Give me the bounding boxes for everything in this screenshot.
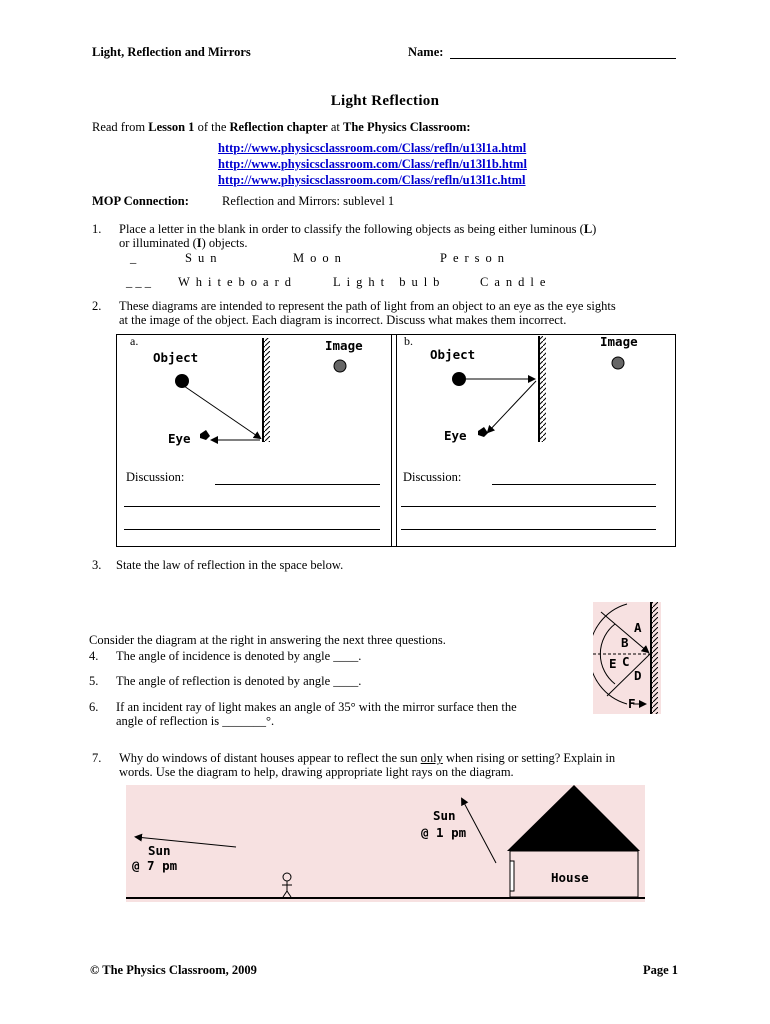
diagram-a-line-1[interactable] bbox=[215, 484, 380, 485]
diagram-b-eye-label: Eye bbox=[444, 428, 467, 443]
angle-label-b: B bbox=[621, 635, 629, 650]
q7-text-line1: Why do windows of distant houses appear to reflect the sun only when rising or setting? Explain in bbox=[119, 751, 616, 765]
mirror-a bbox=[262, 338, 264, 442]
q6-text-line1: If an incident ray of light makes an angle of 35° with the mirror surface then the bbox=[116, 700, 517, 714]
q2-text-line1: These diagrams are intended to represent the path of light from an object to an eye as the eye sights bbox=[119, 299, 616, 313]
q1-item-person: Person bbox=[440, 251, 511, 265]
header-title: Light, Reflection and Mirrors bbox=[92, 45, 251, 59]
q1-blank-1[interactable]: _ bbox=[130, 251, 137, 265]
q1-item-light-bulb: Light bulb bbox=[333, 275, 446, 289]
diagram-b-image-label: Image bbox=[600, 334, 638, 349]
q4-number: 4. bbox=[89, 649, 99, 663]
q1-number: 1. bbox=[92, 222, 102, 236]
diagram-a bbox=[120, 336, 390, 446]
sun-1pm-time: @ 1 pm bbox=[421, 825, 467, 840]
q1-text-line1: Place a letter in the blank in order to classify the following objects as being either luminous (L) bbox=[119, 222, 597, 236]
footer-page-number: Page 1 bbox=[643, 963, 679, 977]
angle-label-e: E bbox=[609, 656, 617, 671]
name-label: Name: bbox=[408, 45, 444, 59]
q4-text: The angle of incidence is denoted by angle ____. bbox=[116, 649, 362, 663]
q3-number: 3. bbox=[92, 558, 102, 572]
q1-blank-2[interactable]: _ _ _ bbox=[126, 275, 151, 289]
mop-label: MOP Connection: bbox=[92, 194, 189, 208]
link-list bbox=[218, 140, 527, 188]
diagram-b-discussion-label: Discussion: bbox=[403, 470, 462, 484]
house-label: House bbox=[551, 870, 589, 885]
q6-number: 6. bbox=[89, 700, 99, 714]
q5-number: 5. bbox=[89, 674, 99, 688]
diagram-a-label: a. bbox=[130, 334, 139, 348]
q6-text-line2: angle of reflection is _______°. bbox=[116, 714, 275, 728]
intro-text: Read from Lesson 1 of the Reflection chapter at The Physics Classroom: bbox=[92, 120, 471, 134]
angle-label-a: A bbox=[634, 620, 642, 635]
sun-1pm-label: Sun bbox=[433, 808, 456, 823]
diagram-a-discussion-label: Discussion: bbox=[126, 470, 185, 484]
diagram-a-image-label: Image bbox=[325, 338, 363, 353]
footer-copyright: © The Physics Classroom, 2009 bbox=[90, 963, 257, 977]
name-field[interactable] bbox=[450, 58, 676, 59]
diagram-a-line-3[interactable] bbox=[124, 529, 380, 530]
diagram-b-line-2[interactable] bbox=[401, 506, 656, 507]
q2-number: 2. bbox=[92, 299, 102, 313]
q1-item-whiteboard: Whiteboard bbox=[178, 275, 298, 289]
diagram-b-object-label: Object bbox=[430, 347, 476, 362]
q3-text: State the law of reflection in the space below. bbox=[116, 558, 344, 572]
sun-7pm-time: @ 7 pm bbox=[132, 858, 178, 873]
q1-item-sun: Sun bbox=[185, 251, 223, 265]
diagram-a-eye-label: Eye bbox=[168, 431, 191, 446]
diagram-a-object-label: Object bbox=[153, 350, 199, 365]
q1-item-candle: Candle bbox=[480, 275, 552, 289]
diagram-b-line-3[interactable] bbox=[401, 529, 656, 530]
link-lesson-a[interactable]: http://www.physicsclassroom.com/Class/refln/u13l1a.html bbox=[218, 141, 527, 155]
eye-icon bbox=[478, 427, 488, 437]
q1-item-moon: Moon bbox=[293, 251, 347, 265]
mirror-b bbox=[538, 336, 540, 442]
page-title: Light Reflection bbox=[330, 93, 440, 109]
q5-text: The angle of reflection is denoted by angle ____. bbox=[116, 674, 362, 688]
angle-label-f: F bbox=[628, 696, 636, 711]
diagram-a-line-2[interactable] bbox=[124, 506, 380, 507]
link-lesson-b[interactable]: http://www.physicsclassroom.com/Class/refln/u13l1b.html bbox=[218, 157, 527, 171]
mop-value: Reflection and Mirrors: sublevel 1 bbox=[222, 194, 395, 208]
object-dot-a bbox=[175, 374, 189, 388]
q7-number: 7. bbox=[92, 751, 102, 765]
angle-label-d: D bbox=[634, 668, 642, 683]
consider-text: Consider the diagram at the right in answering the next three questions. bbox=[89, 633, 446, 647]
diagram-b-line-1[interactable] bbox=[492, 484, 656, 485]
q2-text-line2: at the image of the object. Each diagram is incorrect. Discuss what makes them incorrect. bbox=[119, 313, 567, 327]
diagram-b bbox=[398, 336, 670, 446]
q2-divider bbox=[391, 334, 397, 546]
angle-label-c: C bbox=[622, 654, 630, 669]
link-lesson-c[interactable]: http://www.physicsclassroom.com/Class/refln/u13l1c.html bbox=[218, 173, 526, 187]
eye-icon bbox=[200, 430, 210, 440]
diagram-b-label: b. bbox=[404, 334, 413, 348]
q1-text-line2: or illuminated (I) objects. bbox=[119, 236, 248, 250]
q7-text-line2: words. Use the diagram to help, drawing appropriate light rays on the diagram. bbox=[119, 765, 514, 779]
object-dot-b bbox=[452, 372, 466, 386]
sun-7pm-label: Sun bbox=[148, 843, 171, 858]
